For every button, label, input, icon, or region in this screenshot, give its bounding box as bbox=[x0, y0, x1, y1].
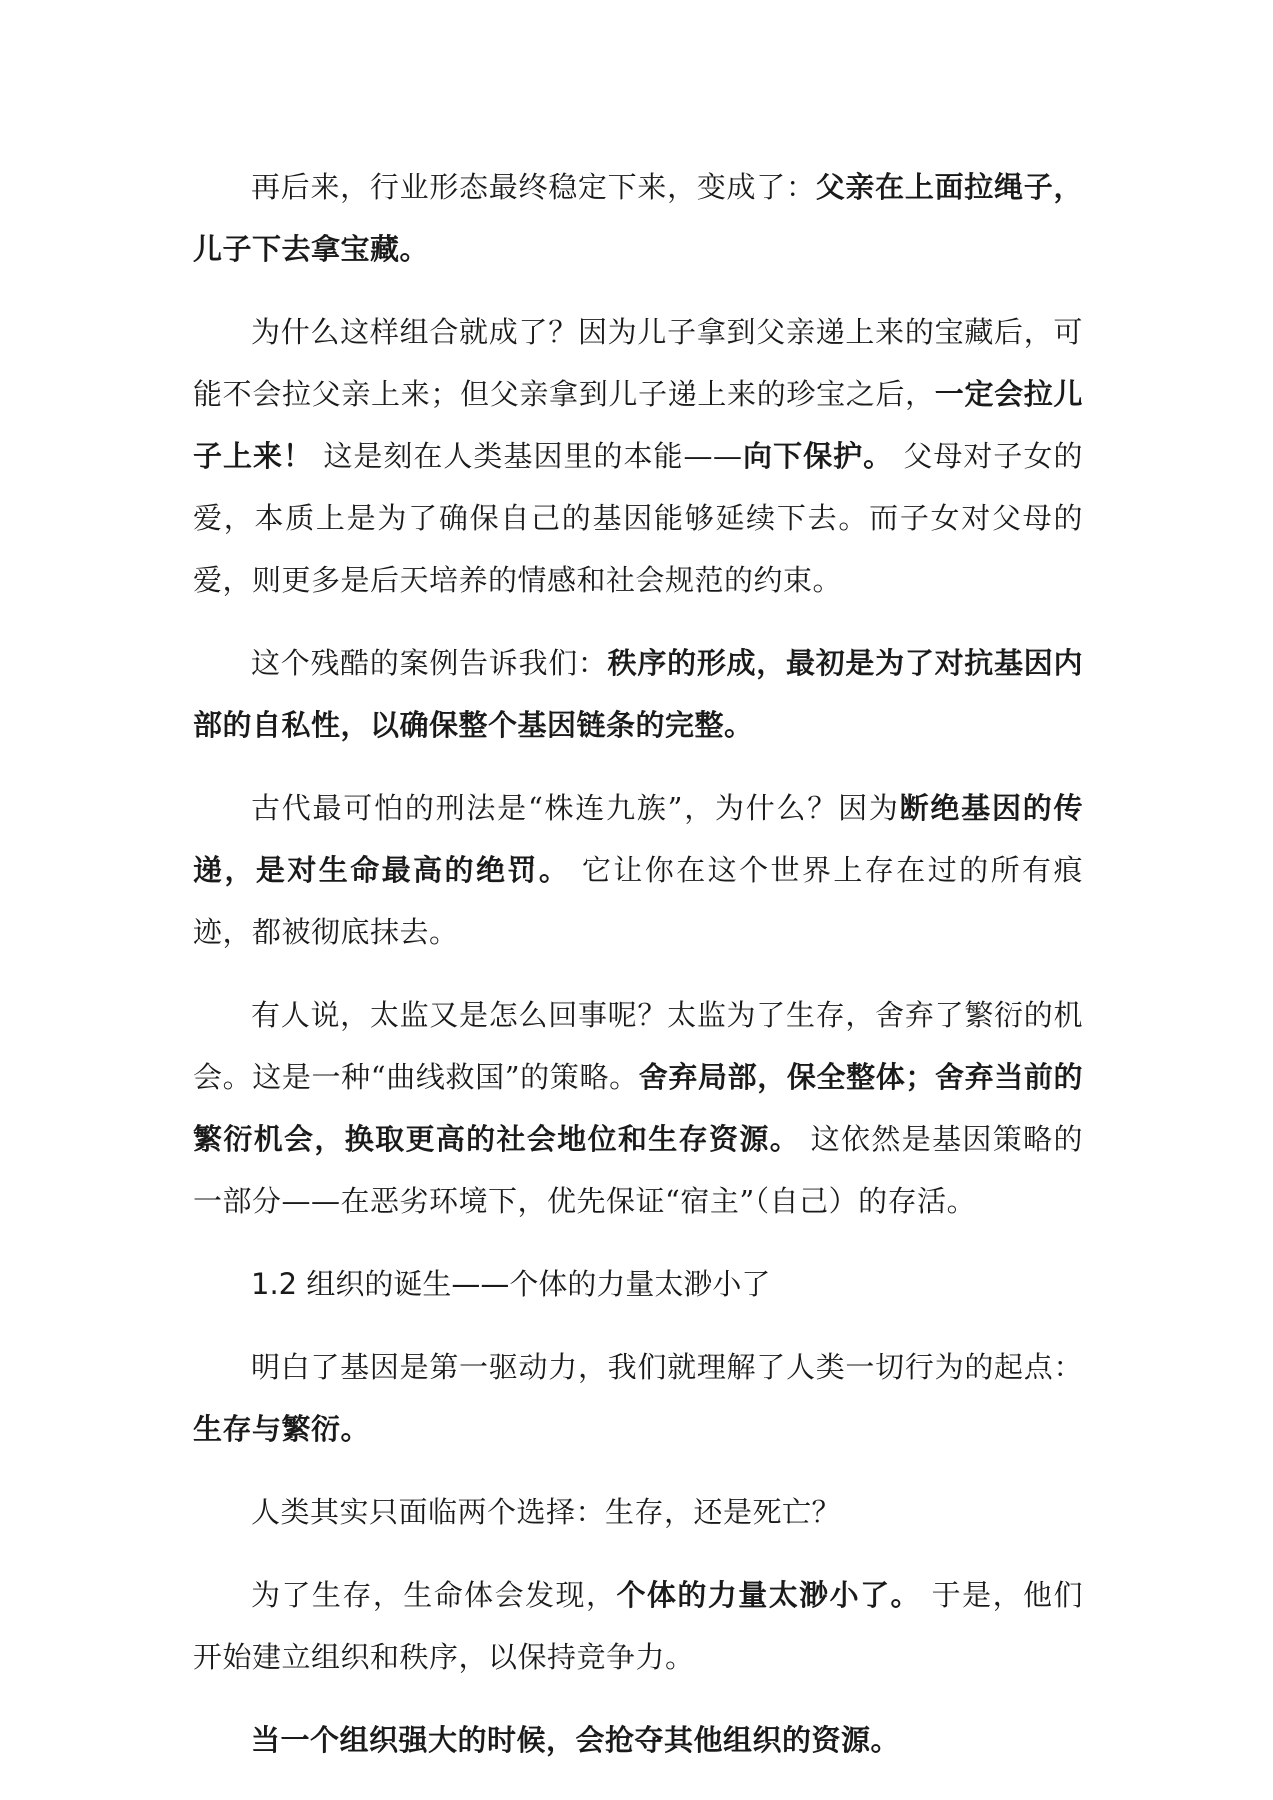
document-page bbox=[193, 156, 1083, 1792]
bold-text-run: 秩序的形成，最初是为了对抗基因内部的自私性，以确保整个基因链条的完整。 bbox=[193, 646, 1083, 742]
bold-text-run: 个体的力量太渺小了。 bbox=[616, 1578, 921, 1612]
paragraph-2 bbox=[193, 301, 1083, 611]
bold-text-run: 父亲在上面拉绳子，儿子下去拿宝藏。 bbox=[193, 170, 1083, 266]
text-run: 这是刻在人类基因里的本能—— bbox=[313, 439, 743, 473]
paragraph-8 bbox=[193, 1564, 1083, 1688]
bold-text-run: 断绝基因的传递，是对生命最高的绝罚。 bbox=[193, 791, 1083, 887]
paragraph-4 bbox=[193, 777, 1083, 963]
text-run: 古代最可怕的刑法是“株连九族”，为什么？因为 bbox=[251, 791, 900, 825]
text-run: 这依然是基因策略的一部分——在恶劣环境下，优先保证“宿主”（自己）的存活。 bbox=[193, 1122, 1083, 1218]
bold-text-run: 当一个组织强大的时候，会抢夺其他组织的资源。 bbox=[251, 1723, 901, 1757]
text-run: 它让你在这个世界上存在过的所有痕迹，都被彻底抹去。 bbox=[193, 853, 1083, 949]
section-heading bbox=[193, 1253, 1083, 1315]
paragraph-7 bbox=[193, 1481, 1083, 1543]
bold-text-run: 舍弃局部，保全整体；舍弃当前的繁衍机会，换取更高的社会地位和生存资源。 bbox=[193, 1060, 1083, 1156]
bold-text-run: 向下保护。 bbox=[742, 439, 894, 473]
paragraph-9 bbox=[193, 1709, 1083, 1771]
text-run: 人类其实只面临两个选择：生存，还是死亡？ bbox=[251, 1495, 842, 1529]
paragraph-6 bbox=[193, 1336, 1083, 1460]
heading-text: 1.2 组织的诞生——个体的力量太渺小了 bbox=[251, 1267, 771, 1301]
text-run: 这个残酷的案例告诉我们： bbox=[251, 646, 608, 680]
text-run: 明白了基因是第一驱动力，我们就理解了人类一切行为的起点： bbox=[251, 1350, 1083, 1384]
text-run: 再后来，行业形态最终稳定下来，变成了： bbox=[251, 170, 816, 204]
text-run: 为什么这样组合就成了？因为儿子拿到父亲递上来的宝藏后，可能不会拉父亲上来；但父亲拿到儿子递上来的珍宝之后， bbox=[193, 315, 1083, 411]
text-run: 为了生存，生命体会发现， bbox=[251, 1578, 617, 1612]
text-run: 父母对子女的爱，本质上是为了确保自己的基因能够延续下去。而子女对父母的爱，则更多是后天培养的情感和社会规范的约束。 bbox=[193, 439, 1083, 597]
bold-text-run: 生存与繁衍。 bbox=[193, 1412, 371, 1446]
text-run: 于是，他们开始建立组织和秩序，以保持竞争力。 bbox=[193, 1578, 1083, 1674]
paragraph-5 bbox=[193, 984, 1083, 1232]
paragraph-3 bbox=[193, 632, 1083, 756]
bold-text-run: 一定会拉儿子上来！ bbox=[193, 377, 1083, 473]
text-run: 有人说，太监又是怎么回事呢？太监为了生存，舍弃了繁衍的机会。这是一种“曲线救国”的策略。 bbox=[193, 998, 1083, 1094]
paragraph-1 bbox=[193, 156, 1083, 280]
